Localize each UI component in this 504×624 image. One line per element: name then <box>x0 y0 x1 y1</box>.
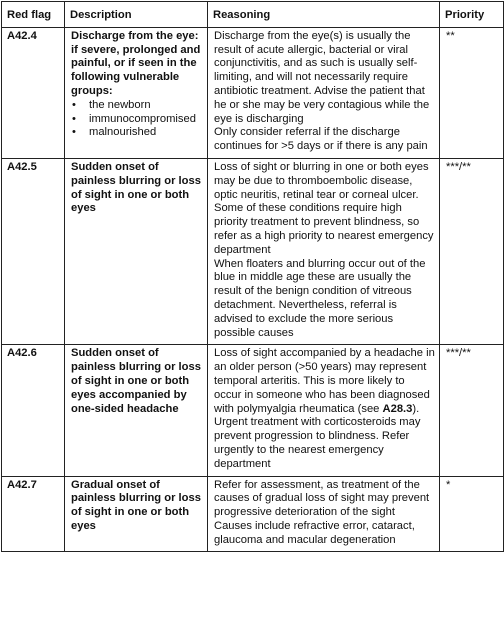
table-header-row <box>2 2 504 28</box>
row-reasoning <box>208 345 440 476</box>
reasoning-paragraph: Only consider referral if the discharge continues for >5 days or if there is any pain <box>214 126 428 153</box>
reasoning-paragraph: When floaters and blurring occur out of the blue in middle age these are usually the result of the benign condition of vitreous detachment. Nevertheless, referral is advised to exclude the more serious possible causes <box>214 257 426 339</box>
cross-reference: A28.3 <box>382 402 413 415</box>
reasoning-text: ). Urgent treatment with corticosteroids may prevent progression to blindness. Refer urgently to the nearest emergency department <box>214 402 421 470</box>
row-description: Sudden onset of painless blurring or loss of sight in one or both eyes <box>65 158 208 344</box>
row-reasoning <box>208 476 440 552</box>
row-code: A42.6 <box>2 345 65 476</box>
row-priority: ***/** <box>440 345 504 476</box>
table-row <box>2 27 504 158</box>
row-reasoning <box>208 158 440 344</box>
row-description: Gradual onset of painless blurring or loss of sight in one or both eyes <box>65 476 208 552</box>
header-red-flag: Red flag <box>2 2 65 28</box>
row-priority: * <box>440 476 504 552</box>
header-reasoning: Reasoning <box>208 2 440 28</box>
list-item: • immunocompromised <box>89 113 203 127</box>
list-item: • malnourished <box>89 126 203 140</box>
reasoning-paragraph: Loss of sight or blurring in one or both eyes may be due to thromboembolic disease, optic neuritis, retinal tear or corneal ulcer. Some of these conditions require high priority treatment to prevent blindness, so refer as a high priority to nearest emergency department <box>214 160 434 256</box>
description-text: Discharge from the eye: if severe, prolonged and painful, or if seen in the following vulnerable groups: <box>71 29 201 97</box>
row-code: A42.7 <box>2 476 65 552</box>
table-row <box>2 476 504 552</box>
reasoning-paragraph: Refer for assessment, as treatment of the causes of gradual loss of sight may prevent progressive deterioration of the sight <box>214 478 430 519</box>
list-item: • the newborn <box>89 99 203 113</box>
reasoning-paragraph: Discharge from the eye(s) is usually the result of acute allergic, bacterial or viral conjunctivitis, and as such is usually self-limiting, and will not necessarily require antibiotic treatment. Advise the patient that he or she may be very contagious while the eye is discharging <box>214 29 430 125</box>
vulnerable-groups-list <box>71 99 203 140</box>
reasoning-paragraph: Causes include refractive error, cataract, glaucoma and macular degeneration <box>214 519 415 546</box>
row-priority: ** <box>440 27 504 158</box>
header-description: Description <box>65 2 208 28</box>
row-code: A42.5 <box>2 158 65 344</box>
row-description <box>65 27 208 158</box>
row-reasoning <box>208 27 440 158</box>
row-priority: ***/** <box>440 158 504 344</box>
red-flag-table <box>1 1 504 552</box>
table-row <box>2 158 504 344</box>
header-priority: Priority <box>440 2 504 28</box>
table-row <box>2 345 504 476</box>
row-code: A42.4 <box>2 27 65 158</box>
row-description: Sudden onset of painless blurring or loss of sight in one or both eyes accompanied by one-sided headache <box>65 345 208 476</box>
reasoning-text: Loss of sight accompanied by a headache in an older person (>50 years) may represent temporal arteritis. This is more likely to occur in someone who has been diagnosed with polymyalgia rheumatica (see <box>214 347 435 415</box>
